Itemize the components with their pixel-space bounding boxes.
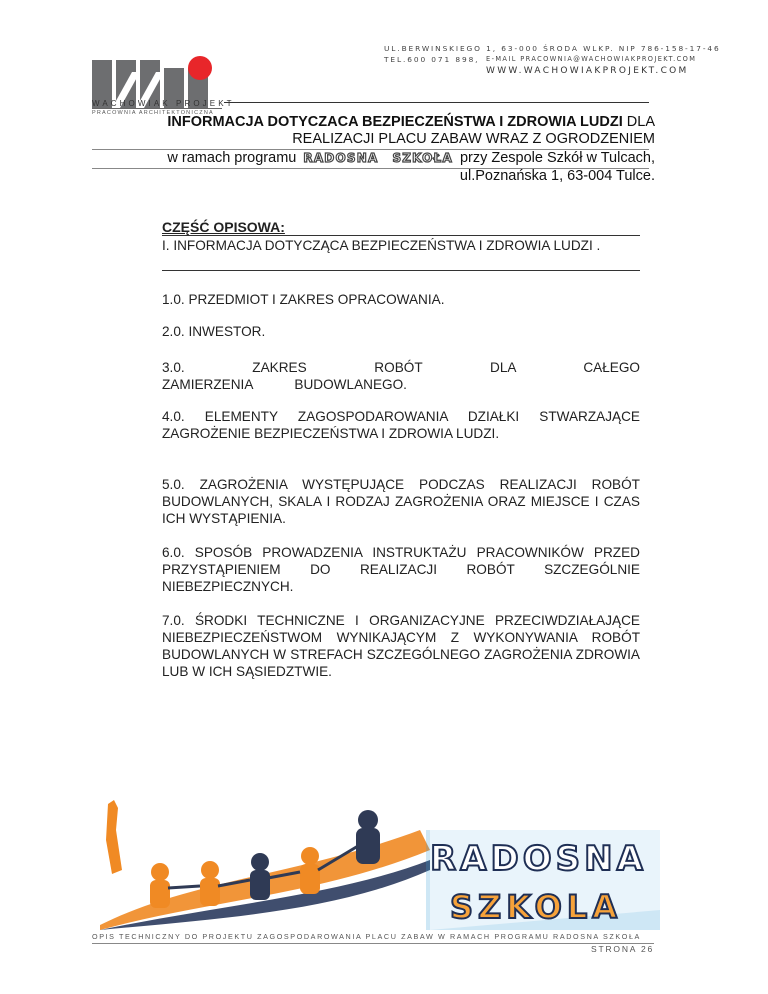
list-item: 7.0. ŚRODKI TECHNICZNE I ORGANIZACYJNE PRZECIWDZIAŁAJĄCE NIEBEZPIECZEŃSTWOM WYNIKAJĄCYM Z WYKONYWANIA ROBÓT BUDOWLANYCH W STREFACH SZCZEGÓLNEGO ZAGROŻENIA ZDROWIA LUB W ICH SĄSIEDZTWIE. (162, 613, 640, 679)
title-line-4: ul.Poznańska 1, 63-004 Tulce. (459, 168, 655, 184)
title-bold: INFORMACJA DOTYCZACA BEZPIECZEŃSTWA I ZDROWIA LUDZI (167, 114, 623, 130)
title-line-2: REALIZACJI PLACU ZABAW WRAZ Z OGRODZENIEM (292, 131, 655, 147)
title-line-3 (167, 150, 655, 166)
list-item: 6.0. SPOSÓB PROWADZENIA INSTRUKTAŻU PRACOWNIKÓW PRZED PRZYSTĄPIENIEM DO REALIZACJI ROBÓT SZCZEGÓLNIE NIEBEZPIECZNYCH. (162, 545, 640, 594)
footer-rule (92, 943, 654, 944)
heading-rule (162, 235, 640, 236)
section-subheading: I. INFORMACJA DOTYCZĄCA BEZPIECZEŃSTWA I ZDROWIA LUDZI . (162, 238, 601, 253)
title-line-1 (167, 114, 655, 130)
brand-szkola: SZKOŁA (392, 151, 453, 165)
title-tail: DLA (622, 114, 655, 130)
title-line-3-pre: w ramach programu (167, 150, 301, 166)
title-line-3-post: przy Zespole Szkół w Tulcach, (455, 150, 655, 166)
list-item: 4.0. ELEMENTY ZAGOSPODAROWANIA DZIAŁKI STWARZAJĄCE ZAGROŻENIE BEZPIECZEŃSTWA I ZDROWIA LUDZI. (162, 409, 640, 441)
list-item: 5.0. ZAGROŻENIA WYSTĘPUJĄCE PODCZAS REALIZACJI ROBÓT BUDOWLANYCH, SKALA I RODZAJ ZAGROŻENIA ORAZ MIEJSCE I CZAS ICH WYSTĄPIENIA. (162, 477, 640, 526)
list-item: 1.0. PRZEDMIOT I ZAKRES OPRACOWANIA. (162, 292, 445, 307)
logo-subtitle: PRACOWNIA ARCHITEKTONICZNA (92, 110, 214, 116)
website-link[interactable]: WWW.WACHOWIAKPROJEKT.COM (486, 66, 689, 76)
header-rule (224, 102, 649, 103)
brand-radosna: RADOSNA (303, 151, 379, 165)
footer-text: OPIS TECHNICZNY DO PROJEKTU ZAGOSPODAROWANIA PLACU ZABAW W RAMACH PROGRAMU RADOSNA SZKOŁA (92, 932, 641, 941)
page-number: STRONA 26 (591, 944, 654, 954)
email-text: E-MAIL PRACOWNIA@WACHOWIAKPROJEKT.COM (486, 55, 697, 63)
address-line: UL.BERWINSKIEGO 1, 63-000 ŚRODA WLKP. NIP 786-158-17-46 (384, 44, 721, 53)
list-item: 2.0. INWESTOR. (162, 324, 266, 339)
banner-word-radosna: RADOSNA (430, 839, 647, 879)
logo-underline (92, 108, 222, 109)
section-heading: CZĘŚĆ OPISOWA: (162, 219, 285, 235)
radosna-szkola-banner (100, 800, 660, 930)
subheading-rule (162, 270, 640, 271)
list-item: 3.0. ZAKRES ROBÓT DLA CAŁEGO ZAMIERZENIA BUDOWLANEGO. (162, 360, 640, 392)
phone-text: TEL.600 071 898, (384, 55, 480, 64)
logo-wordmark: WACHOWIAK PROJEKT (92, 99, 235, 108)
banner-word-szkola: SZKOLA (450, 888, 622, 926)
